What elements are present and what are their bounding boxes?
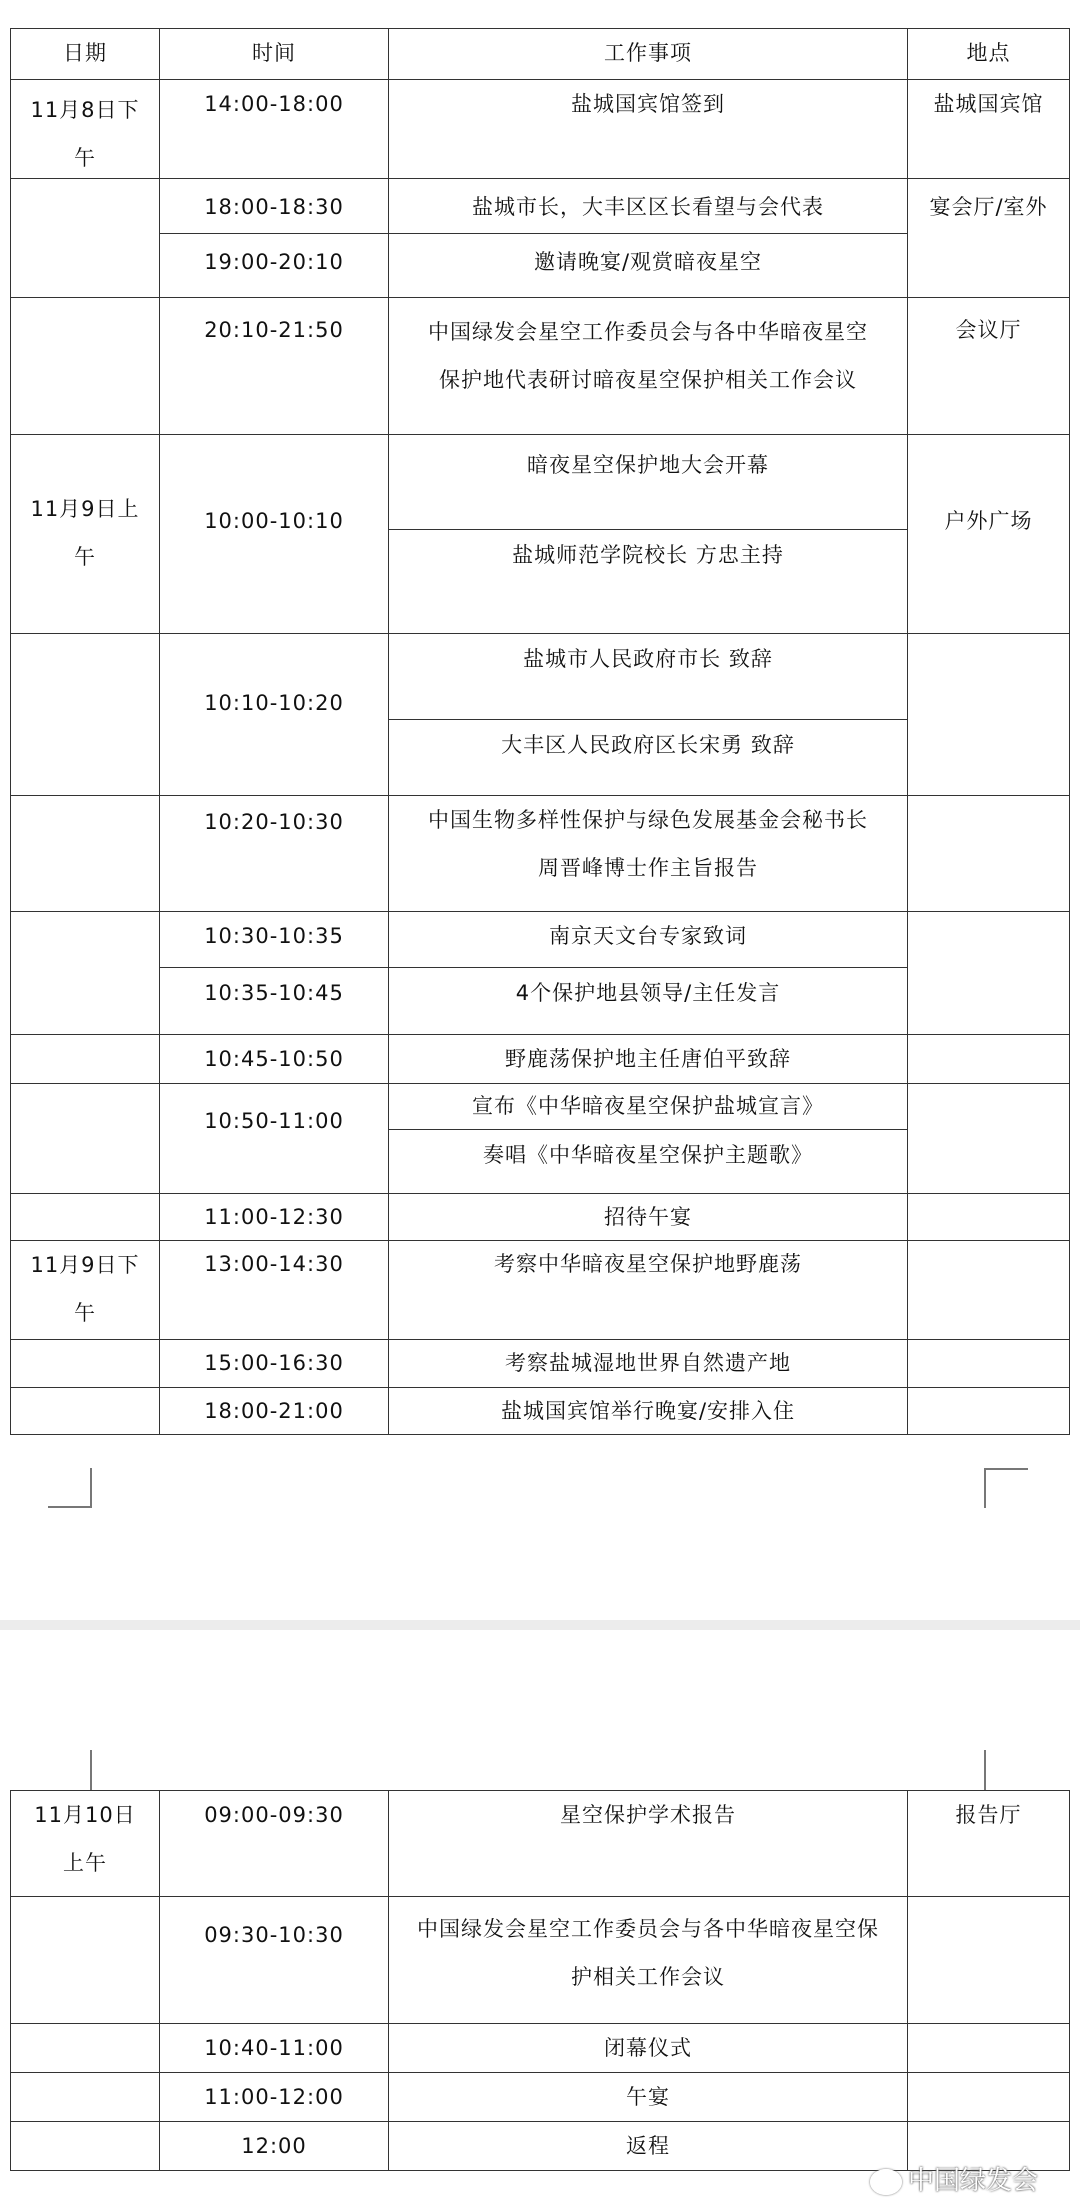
time-cell: 10:00-10:10 — [159, 434, 389, 634]
place-cell: 盐城国宾馆 — [907, 79, 1070, 179]
time-cell: 10:45-10:50 — [159, 1034, 389, 1084]
time-cell: 10:40-11:00 — [159, 2023, 389, 2073]
time-cell: 18:00-21:00 — [159, 1387, 389, 1435]
time-cell: 11:00-12:00 — [159, 2072, 389, 2122]
header-date: 日期 — [10, 28, 160, 80]
date-cell-empty — [10, 1896, 160, 2024]
place-cell-empty — [907, 1083, 1070, 1194]
item-cell: 盐城国宾馆签到 — [388, 79, 908, 179]
date-cell-empty — [10, 795, 160, 912]
item-cell: 盐城师范学院校长 方忠主持 — [388, 529, 908, 634]
date-cell-empty — [10, 1083, 160, 1194]
time-cell: 09:00-09:30 — [159, 1790, 389, 1897]
time-cell: 14:00-18:00 — [159, 79, 389, 179]
item-cell: 中国生物多样性保护与绿色发展基金会秘书长 周晋峰博士作主旨报告 — [388, 795, 908, 912]
date-cell-empty — [10, 911, 160, 1035]
item-cell: 中国绿发会星空工作委员会与各中华暗夜星空 保护地代表研讨暗夜星空保护相关工作会议 — [388, 297, 908, 435]
item-cell: 盐城市长，大丰区区长看望与会代表 — [388, 178, 908, 234]
item-cell: 4个保护地县领导/主任发言 — [388, 967, 908, 1035]
item-cell: 考察盐城湿地世界自然遗产地 — [388, 1339, 908, 1388]
item-cell: 中国绿发会星空工作委员会与各中华暗夜星空保 护相关工作会议 — [388, 1896, 908, 2024]
item-cell: 宣布《中华暗夜星空保护盐城宣言》 — [388, 1083, 908, 1130]
item-cell: 野鹿荡保护地主任唐伯平致辞 — [388, 1034, 908, 1084]
place-cell-empty — [907, 911, 1070, 1035]
place-cell-empty — [907, 2072, 1070, 2122]
time-cell: 19:00-20:10 — [159, 233, 389, 298]
date-cell-empty — [10, 1339, 160, 1388]
item-cell: 奏唱《中华暗夜星空保护主题歌》 — [388, 1129, 908, 1194]
place-cell-empty — [907, 1193, 1070, 1241]
item-cell: 暗夜星空保护地大会开幕 — [388, 434, 908, 530]
time-cell: 10:20-10:30 — [159, 795, 389, 912]
header-item: 工作事项 — [388, 28, 908, 80]
page-corner-mark — [984, 1468, 1028, 1508]
place-cell-empty — [907, 1896, 1070, 2024]
date-cell-empty — [10, 633, 160, 796]
place-cell: 户外广场 — [907, 434, 1070, 634]
date-cell: 11月9日上午 — [10, 434, 160, 634]
place-cell-empty — [907, 2023, 1070, 2073]
item-cell: 招待午宴 — [388, 1193, 908, 1241]
place-cell-empty — [907, 633, 1070, 796]
place-cell-empty — [907, 795, 1070, 912]
place-cell-empty — [907, 1387, 1070, 1435]
time-cell: 10:35-10:45 — [159, 967, 389, 1035]
date-cell: 11月10日上午 — [10, 1790, 160, 1897]
date-cell-empty — [10, 297, 160, 435]
date-cell-empty — [10, 2121, 160, 2171]
place-cell: 会议厅 — [907, 297, 1070, 435]
item-cell: 考察中华暗夜星空保护地野鹿荡 — [388, 1240, 908, 1340]
time-cell: 18:00-18:30 — [159, 178, 389, 234]
time-cell: 09:30-10:30 — [159, 1896, 389, 2024]
date-cell: 11月9日下午 — [10, 1240, 160, 1340]
place-cell-empty — [907, 1339, 1070, 1388]
item-cell: 返程 — [388, 2121, 908, 2171]
date-cell-empty — [10, 178, 160, 298]
place-cell-empty — [907, 1034, 1070, 1084]
page-corner-mark — [48, 1468, 92, 1508]
date-cell-empty — [10, 2072, 160, 2122]
place-cell: 报告厅 — [907, 1790, 1070, 1897]
time-cell: 15:00-16:30 — [159, 1339, 389, 1388]
item-cell: 南京天文台专家致词 — [388, 911, 908, 968]
time-cell: 10:50-11:00 — [159, 1083, 389, 1194]
item-cell: 大丰区人民政府区长宋勇 致辞 — [388, 719, 908, 796]
time-cell: 11:00-12:30 — [159, 1193, 389, 1241]
date-cell: 11月8日下午 — [10, 79, 160, 179]
item-cell: 盐城国宾馆举行晚宴/安排入住 — [388, 1387, 908, 1435]
item-cell: 盐城市人民政府市长 致辞 — [388, 633, 908, 720]
date-cell-empty — [10, 1387, 160, 1435]
time-cell: 10:10-10:20 — [159, 633, 389, 796]
date-cell-empty — [10, 1034, 160, 1084]
item-cell: 午宴 — [388, 2072, 908, 2122]
place-cell-empty — [907, 1240, 1070, 1340]
item-cell: 闭幕仪式 — [388, 2023, 908, 2073]
time-cell: 12:00 — [159, 2121, 389, 2171]
place-cell: 宴会厅/室外 — [907, 178, 1070, 298]
wechat-icon — [870, 2169, 902, 2195]
time-cell: 13:00-14:30 — [159, 1240, 389, 1340]
time-cell: 20:10-21:50 — [159, 297, 389, 435]
time-cell: 10:30-10:35 — [159, 911, 389, 968]
page-corner-mark — [984, 1750, 1028, 1790]
watermark — [870, 2160, 1038, 2197]
date-cell-empty — [10, 1193, 160, 1241]
item-cell: 邀请晚宴/观赏暗夜星空 — [388, 233, 908, 298]
header-place: 地点 — [907, 28, 1070, 80]
watermark-text: 中国绿发会 — [908, 2166, 1039, 2196]
item-cell: 星空保护学术报告 — [388, 1790, 908, 1897]
page-break — [0, 1620, 1080, 1630]
page-corner-mark — [48, 1750, 92, 1790]
date-cell-empty — [10, 2023, 160, 2073]
header-time: 时间 — [159, 28, 389, 80]
